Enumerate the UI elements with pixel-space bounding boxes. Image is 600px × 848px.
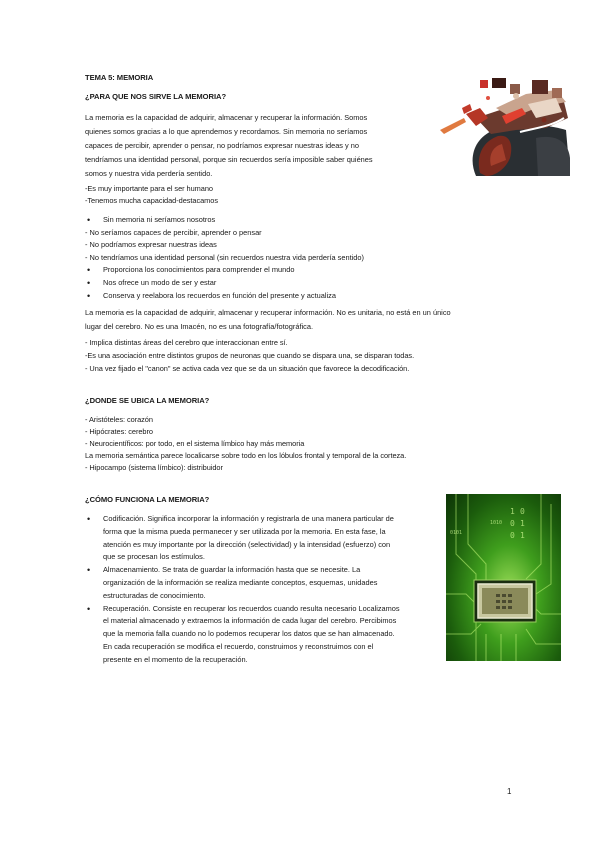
text-line: capaces de percibir, aprender o pensar, no podríamos expresar nuestras ideas y no [85, 141, 360, 150]
text-line: • Recuperación. Consiste en recuperar los recuerdos cuando resulta necesario Localizamos [103, 603, 400, 613]
memory-process-list [85, 513, 435, 667]
text-line: somos y nuestra vida perdería sentido. [85, 169, 213, 178]
text-line: -Tenemos mucha capacidad-destacamos [85, 196, 218, 205]
list-item: - No tendríamos una identidad personal (sin recuerdos nuestra vida perdería sentido) [85, 252, 364, 262]
text-line: que se procesan los estímulos. [103, 552, 205, 562]
svg-text:1: 1 [520, 519, 525, 528]
svg-text:1: 1 [520, 531, 525, 540]
svg-text:1010: 1010 [490, 520, 503, 526]
text-line: - Implica distintas áreas del cerebro que interaccionan entre sí. [85, 338, 288, 347]
section-heading-para-que: ¿PARA QUE NOS SIRVE LA MEMORIA? [85, 92, 227, 101]
section-heading-donde: ¿DONDE SE UBICA LA MEMORIA? [85, 396, 210, 405]
text-line: • Codificación. Significa incorporar la información y registrarla de una manera particular de [103, 514, 394, 523]
purpose-list [85, 214, 364, 302]
section-heading-como-funciona: ¿CÓMO FUNCIONA LA MEMORIA? [85, 495, 210, 504]
text-line: La memoria es la capacidad de adquirir, almacenar y recuperar la información. Somos [85, 113, 368, 122]
list-item: - No podríamos expresar nuestras ideas [85, 240, 217, 250]
text-line: • Almacenamiento. Se trata de guardar la información hasta que se necesite. La [103, 565, 361, 575]
text-line: atención es muy importante por la dirección (selectividad) y la intensidad (esfuerzo) con [103, 539, 391, 549]
svg-text:0: 0 [510, 531, 515, 540]
text-line: presente en el momento de la recuperación. [103, 654, 248, 664]
svg-text:0: 0 [520, 507, 525, 516]
list-item: • Proporciona los conocimientos para comprender el mundo [85, 264, 364, 277]
definition-paragraph [85, 306, 515, 334]
text-line: - Hipocampo (sistema límbico): distribuidor [85, 463, 223, 472]
svg-text:0101: 0101 [450, 530, 463, 536]
green-circuit-chip-photo [446, 494, 561, 661]
text-line: La memoria es la capacidad de adquirir, almacenar y recuperar información. No es unitaria, no está en un único [85, 308, 451, 317]
text-line: -Es una asociación entre distintos grupos de neuronas que cuando se dispara una, se disparan todas. [85, 351, 415, 360]
text-line: tendríamos una identidad personal, porque sin recuerdos sería imposible saber quiénes [85, 155, 373, 164]
intro-paragraph [85, 111, 435, 181]
text-line: - Hipócrates: cerebro [85, 427, 153, 436]
text-line: - Una vez fijado el ''canon'' se activa cada vez que se da un situación que favorece la decodificación. [85, 364, 410, 373]
page-number: 1 [507, 787, 512, 796]
list-item-recuperacion [85, 603, 435, 667]
text-line: que la memoria falla cuando no lo podemos recuperar los datos que se han almacenado. [103, 629, 395, 639]
document-title: TEMA 5: MEMORIA [85, 73, 154, 82]
list-item: • Nos ofrece un modo de ser y estar [85, 277, 364, 290]
list-item-codificacion [85, 513, 435, 564]
text-line: -Es muy importante para el ser humano [85, 184, 213, 193]
svg-text:0: 0 [510, 519, 515, 528]
text-line: La memoria semántica parece localicarse sobre todo en los lóbulos frontal y temporal de la corteza. [85, 451, 407, 460]
list-item: • Sin memoria ni seríamos nosotros [85, 214, 364, 227]
text-line: estructuradas de conocimiento. [103, 590, 206, 600]
text-line: - Neurocientíficos: por todo, en el sistema límbico hay más memoria [85, 439, 305, 448]
list-item-almacenamiento [85, 564, 435, 602]
fragmented-head-illustration [436, 68, 572, 178]
text-line: organización de la información se realiza mediante conceptos, esquemas, unidades [103, 577, 378, 587]
list-item: • Conserva y reelabora los recuerdos en función del presente y actualiza [85, 290, 364, 303]
svg-text:1: 1 [510, 507, 515, 516]
text-line: forma que la misma pueda permanecer y ser utilizada por la memoria. En esta fase, la [103, 526, 386, 536]
text-line: quienes somos gracias a lo que aprendemos y recordamos. Sin memoria no seríamos [85, 127, 368, 136]
list-item: - No seríamos capaces de percibir, aprender o pensar [85, 227, 262, 237]
text-line: En cada recuperación se modifica el recuerdo, construimos y reconstruimos con el [103, 641, 374, 651]
text-line: - Aristóteles: corazón [85, 415, 153, 424]
text-line: el material almacenado y extraemos la información de cada lugar del cerebro. Percibimos [103, 616, 397, 626]
text-line: lugar del cerebro. No es una Imacén, no es una fotografía/fotográfica. [85, 322, 314, 331]
